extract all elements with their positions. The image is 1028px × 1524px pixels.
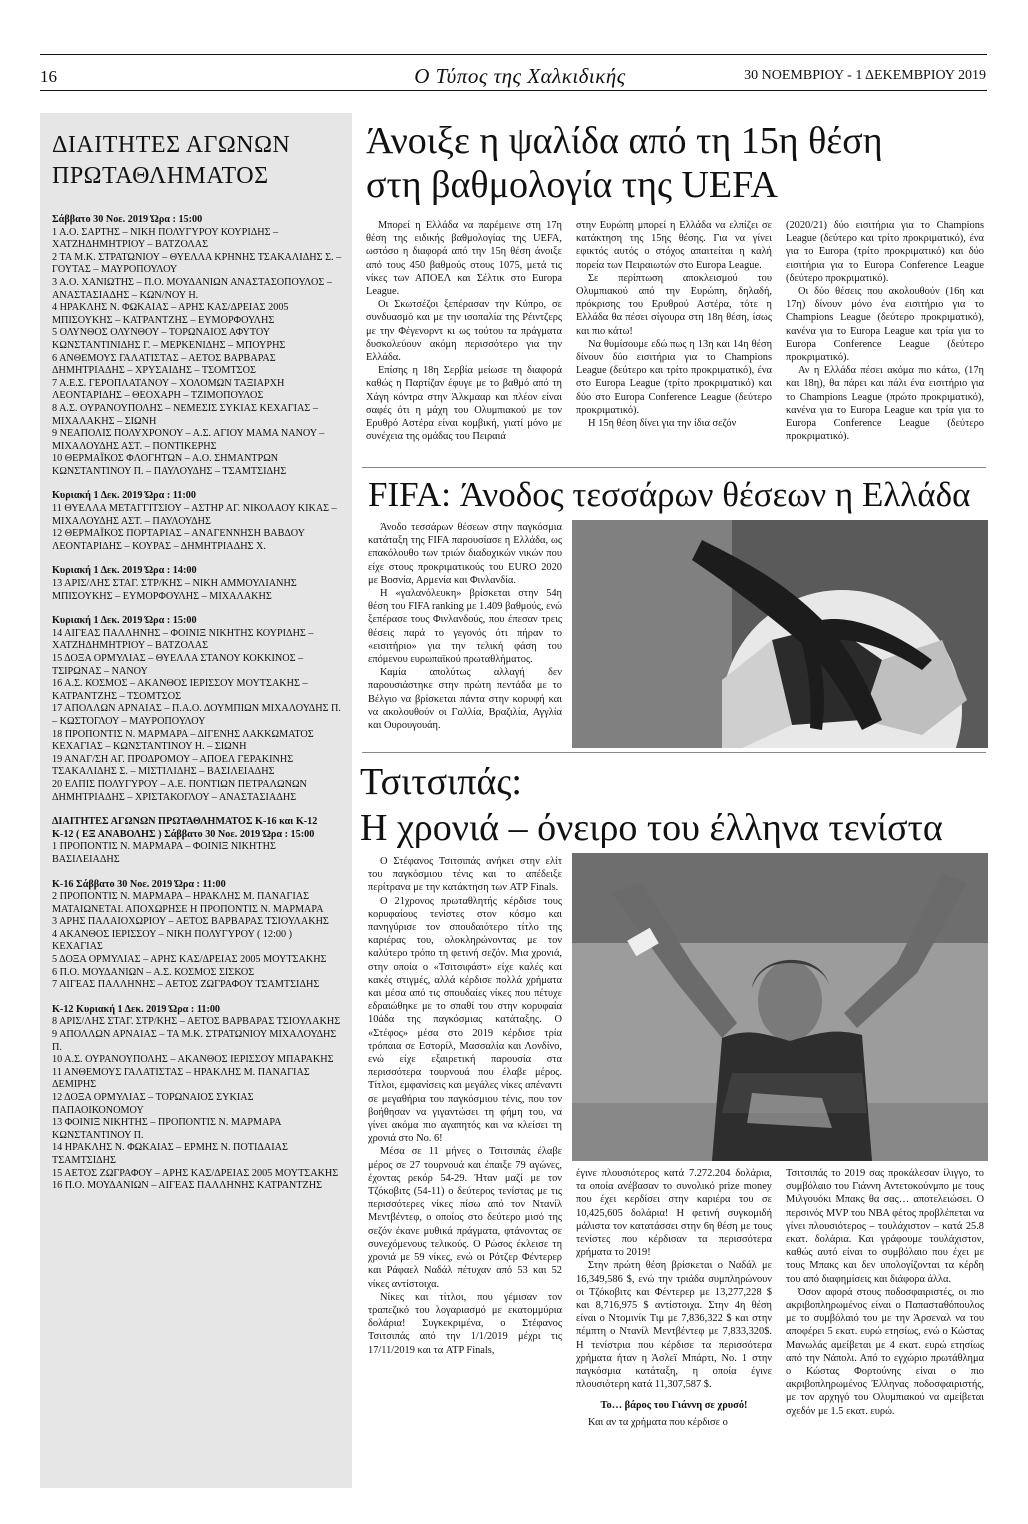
paragraph: Μέσα σε 11 μήνες ο Τσιτσιπάς έλαβε μέρος σε 27 τουρνουά και έπαιξε 79 αγώνες, έχοντας ρεκόρ 54-29. Ήταν μαζί με τον Τζόκοβιτς (54-11) ο δεύτερος τενίστας με τις περισσότερες νίκες πίσω από τον Ντανίλ Μεντβέντεφ, ο οποίος στο δεύτερο μισό της σεζόν έκανε μυθικά πράγματα, φτάνοντας σε συνεχόμενους τελικούς. Ο Ρώσος έκλεισε τη χρονιά με 59 νίκες, ενώ οι Ρότζερ Φέντερερ και Ράφαελ Ναδάλ πέτυχαν από 53 και 52 νίκες αντίστοιχα. [368,1146,562,1290]
paragraph: (2020/21) δύο εισιτήρια για το Champions League (δεύτερο και τρίτο προκριματικό), ένα για το Europa (τρίτο προκριματικό) και δύο εισιτήρια για το Europa Conference League (δεύτερο προκριματικό). [786,220,984,284]
uefa-column-2 [576,219,772,430]
referee-match-line: 2 ΤΑ Μ.Κ. ΣΤΡΑΤΩΝΙΟΥ – ΘΥΕΛΛΑ ΚΡΗΝΗΣ ΤΣΑΚΑΛΙΔΗΣ Σ. – ΓΟΥΤΑΣ – ΜΑΥΡΟΠΟΥΛΟΥ [52,251,342,276]
referee-match-line: 1 ΠΡΟΠΟΝΤΙΣ Ν. ΜΑΡΜΑΡΑ – ΦΟΙΝΙΞ ΝΙΚΗΤΗΣ ΒΑΣΙΛΕΙΑΔΗΣ [52,841,276,865]
referee-match-line: 9 ΝΕΑΠΟΛΙΣ ΠΟΛΥΧΡΟΝΟΥ – Α.Σ. ΑΓΙΟΥ ΜΑΜΑ ΝΑΝΟΥ – ΜΙΧΑΛΟΥΔΗΣ ΑΣΤ. – ΠΟΝΤΙΚΕΡΗΣ [52,428,325,452]
tennis-player-photo [572,853,988,1161]
referee-block-heading: Κ-12 Κυριακή 1 Δεκ. 2019 Ώρα : 11:00 [52,1003,221,1015]
referee-match-line: 6 ΑΝΘΕΜΟΥΣ ΓΑΛΑΤΙΣΤΑΣ – ΑΕΤΟΣ ΒΑΡΒΑΡΑΣ ΔΗΜΗΤΡΙΑΔΗΣ – ΧΡΥΣΑΙΔΗΣ – ΤΣΟΜΤΣΟΣ [52,352,276,377]
paragraph: έγινε πλουσιότερος κατά 7.272.204 δολάρια, τα οποία ανέβασαν το συνολικό prize money που έχει κερδίσει στην καριέρα του σε 10,425,605 δολάρια! Η φετινή συγκομιδή μάλιστα τον κατατάσσει στην 6η θέση με τους τενίστες που κέρδισαν τα περισσότερα χρήματα το 2019! [576,1168,772,1259]
tsitsipas-column-1 [368,855,562,1357]
referee-match-line: 16 Α.Σ. ΚΟΣΜΟΣ – ΑΚΑΝΘΟΣ ΙΕΡΙΣΣΟΥ ΜΟΥΤΣΑΚΗΣ – ΚΑΤΡΑΝΤΖΗΣ – ΤΣΟΜΤΣΟΣ [52,678,308,702]
paragraph: Νίκες και τίτλοι, που γέμισαν τον τραπεζικό του λογαριασμό με εκατομμύρια δολάρια! Συγκεκριμένα, ο Στέφανος Τσιτσιπάς από την 1/1/2019 μέχρι τις 17/11/2019 και τα ATP Finals, [368,1291,562,1356]
referee-match-line: 5 ΟΛΥΝΘΟΣ ΟΛΥΝΘΟΥ – ΤΟΡΩΝΑΙΟΣ ΑΦΥΤΟΥ ΚΩΝΣΤΑΝΤΙΝΙΔΗΣ Γ. – ΜΕΡΚΕΝΙΔΗΣ – ΜΠΟΥΡΗΣ [52,327,286,351]
football-photo [572,520,988,748]
referee-match-line: 19 ΑΝΑΓ/ΣΗ ΑΓ. ΠΡΟΔΡΟΜΟΥ – ΑΠΟΕΛ ΓΕΡΑΚΙΝΗΣ ΤΣΑΚΑΛΙΔΗΣ Σ. – ΜΙΣΤΙΛΙΔΗΣ – ΒΑΣΙΛΕΙΑΔΗΣ [52,753,294,778]
referee-match-line: 8 ΑΡΙΣ/ΛΗΣ ΣΤΑΓ. ΣΤΡ/ΚΗΣ – ΑΕΤΟΣ ΒΑΡΒΑΡΑΣ ΤΣΙΟΥΛΑΚΗΣ [52,1016,341,1028]
referee-match-line: 10 ΘΕΡΜΑΪΚΟΣ ΦΛΟΓΗΤΩΝ – Α.Ο. ΣΗΜΑΝΤΡΩΝ ΚΩΝΣΤΑΝΤΙΝΟΥ Π. – ΠΑΥΛΟΥΔΗΣ – ΤΣΑΜΤΣΙΔΗΣ [52,453,287,477]
referee-match-line: 3 ΑΡΗΣ ΠΑΛΑΙΟΧΩΡΙΟΥ – ΑΕΤΟΣ ΒΑΡΒΑΡΑΣ ΤΣΙΟΥΛΑΚΗΣ [52,916,329,928]
paragraph: Οι δύο θέσεις που ακολουθούν (16η και 17η) δίνουν μόνο ένα εισιτήριο για το Champions League (δεύτερο προκριματικό), κανένα για το Europa League και τρία για το Europa Conference League (δεύτερο προκριματικό). [786,286,984,364]
page-number: 16 [40,67,57,86]
referee-match-line: 4 ΑΚΑΝΘΟΣ ΙΕΡΙΣΣΟΥ – ΝΙΚΗ ΠΟΛΥΓΥΡΟΥ ( 12:00 ) ΚΕΧΑΓΙΑΣ [52,928,293,953]
referee-match-line: 14 ΑΙΓΕΑΣ ΠΑΛΛΗΝΗΣ – ΦΟΙΝΙΞ ΝΙΚΗΤΗΣ ΚΟΥΡΙΔΗΣ – ΧΑΤΖΗΔΗΜΗΤΡΙΟΥ – ΒΑΤΖΟΛΑΣ [52,627,314,652]
paragraph: Αν η Ελλάδα πέσει ακόμα πιο κάτω, (17η και 18η), θα πάρει και πάλι ένα εισιτήριο για το Champions League (πρώτο προκριματικό), κανένα για το Europa League και τρία για το Europa Conference League (δεύτερο προκριματικό). [786,365,984,443]
referee-match-line: 8 Α.Σ. ΟΥΡΑΝΟΥΠΟΛΗΣ – ΝΕΜΕΣΙΣ ΣΥΚΙΑΣ ΚΕΧΑΓΙΑΣ – ΜΙΧΑΛΑΚΗΣ – ΣΙΩΝΗ [52,402,318,427]
referee-match-line: 12 ΔΟΞΑ ΟΡΜΥΛΙΑΣ – ΤΟΡΩΝΑΙΟΣ ΣΥΚΙΑΣ ΠΑΠΑΟΙΚΟΝΟΜΟΥ [52,1092,254,1116]
section-divider-2 [362,752,986,753]
referee-block-heading: Κυριακή 1 Δεκ. 2019 Ώρα : 15:00 [52,615,197,627]
issue-date: 30 ΝΟΕΜΒΡΙΟΥ - 1 ΔΕΚΕΜΒΡΙΟΥ 2019 [744,68,986,83]
uefa-article [360,120,988,206]
tsitsipas-title-line1: Τσιτσιπάς: [360,761,522,803]
tsitsipas-column-2 [576,1167,772,1429]
referee-block-heading: Κ-16 Σάββατο 30 Νοε. 2019 Ώρα : 11:00 [52,878,226,890]
referee-match-line: 13 ΑΡΙΣ/ΛΗΣ ΣΤΑΓ. ΣΤΡ/ΚΗΣ – ΝΙΚΗ ΑΜΜΟΥΛΙΑΝΗΣ ΜΠΙΣΟΥΚΗΣ – ΕΥΜΟΡΦΟΥΛΗΣ – ΜΙΧΑΛΑΚΗΣ [52,578,297,602]
paragraph: Στην πρώτη θέση βρίσκεται ο Ναδάλ με 16,349,586 $, ενώ την τριάδα συμπληρώνουν οι Τζόκοβιτς και Φέντερερ με 13,277,228 $ και 8,716,975 $ αντίστοιχα. Στην 4η θέση είναι ο Ντομινίκ Τιμ με 7,836,322 $ και στην πέμπτη ο Ντανίλ Μεντβέντεφ με 7,833,320$. Η τενίστρια που κέρδισε τα περισσότερα χρήματα ήταν η Άσλεϊ Μπάρτι, Νο. 1 στην παγκόσμια κατάταξη, η οποία έγινε πλουσιότερη κατά 11,307,587 $. [576,1260,772,1391]
referee-match-line: 17 ΑΠΟΛΛΩΝ ΑΡΝΑΙΑΣ – Π.Α.Ο. ΔΟΥΜΠΙΩΝ ΜΙΧΑΛΟΥΔΗΣ Π. – ΚΩΣΤΟΓΛΟΥ – ΜΑΥΡΟΠΟΥΛΟΥ [52,703,341,727]
paragraph: Ο Στέφανος Τσιτσιπάς ανήκει στην ελίτ του παγκόσμιου τένις και το απέδειξε περίτρανα με την κατάκτηση των ATP Finals. [368,856,562,894]
subheading: Το… βάρος του Γιάννη σε χρυσό! [600,1400,748,1412]
referee-match-line: 15 ΔΟΞΑ ΟΡΜΥΛΙΑΣ – ΘΥΕΛΛΑ ΣΤΑΝΟΥ ΚΟΚΚΙΝΟΣ – ΤΣΙΡΩΝΑΣ – ΝΑΝΟΥ [52,653,304,677]
paragraph: στην Ευρώπη μπορεί η Ελλάδα να ελπίζει σε κατάκτηση της 15ης θέσης. Για να γίνει εφικτός αυτός ο στόχος απαιτείται η καλή πορεία των Πειραιωτών στο Europa League. [576,220,772,271]
tennis-player-illustration [572,853,988,1161]
referee-match-line: 7 ΑΙΓΕΑΣ ΠΑΛΛΗΝΗΣ – ΑΕΤΟΣ ΖΩΓΡΑΦΟΥ ΤΣΑΜΤΣΙΔΗΣ [52,979,320,991]
uefa-title-line2: στη βαθμολογία της UEFA [366,164,778,206]
referees-list [52,214,342,1193]
paragraph: Και αν τα χρήματα που κέρδισε ο [588,1416,728,1428]
referee-match-line: 6 Π.Ο. ΜΟΥΔΑΝΙΩΝ – Α.Σ. ΚΟΣΜΟΣ ΣΙΣΚΟΣ [52,966,255,978]
referee-match-line: 5 ΔΟΞΑ ΟΡΜΥΛΙΑΣ – ΑΡΗΣ ΚΑΣ/ΔΡΕΙΑΣ 2005 ΜΟΥΤΣΑΚΗΣ [52,954,327,966]
paragraph: Επίσης η 18η Σερβία μείωσε τη διαφορά καθώς η Παρτίζαν έφυγε με το βαθμό από τη Χάγη κόντρα στην Άλκμααρ και πλέον είναι σαφές ότι η μάχη του Ολυμπιακού με τον Ερυθρό Αστέρα είναι κομβική, γιατί μόνο με συνέχεια της ομάδας του Πειραιά [366,365,562,443]
referee-match-line: 13 ΦΟΙΝΙΞ ΝΙΚΗΤΗΣ – ΠΡΟΠΟΝΤΙΣ Ν. ΜΑΡΜΑΡΑ ΚΩΝΣΤΑΝΤΙΝΟΥ Π. [52,1117,281,1141]
uefa-column-3 [786,219,984,443]
referee-match-line: 1 Α.Ο. ΣΑΡΤΗΣ – ΝΙΚΗ ΠΟΛΥΓΥΡΟΥ ΚΟΥΡΙΔΗΣ – ΧΑΤΖΗΔΗΜΗΤΡΙΟΥ – ΒΑΤΖΟΛΑΣ [52,226,279,251]
referee-match-line: 12 ΘΕΡΜΑΪΚΟΣ ΠΟΡΤΑΡΙΑΣ – ΑΝΑΓΕΝΝΗΣΗ ΒΑΒΔΟΥ ΛΕΟΝΤΑΡΙΔΗΣ – ΚΟΥΡΑΣ – ΔΗΜΗΤΡΙΑΔΗΣ Χ. [52,528,305,552]
paragraph: Άνοδο τεσσάρων θέσεων στην παγκόσμια κατάταξη της FIFA παρουσίασε η Ελλάδα, ως επακόλουθο των τριών διαδοχικών νικών που είχε στους προκριματικούς του EURO 2020 με Βοσνία, Αρμενία και Φινλανδία. [368,522,562,586]
paragraph: Οι Σκωτσέζοι ξεπέρασαν την Κύπρο, σε συνδυασμό και με την ισοπαλία της Ρέιντζερς με την Φέγενορντ κι ως τούτου τα πράγματα δυσκολεύουν ακόμη περισσότερο για την Ελλάδα. [366,299,562,364]
referee-match-line: 4 ΗΡΑΚΛΗΣ Ν. ΦΩΚΑΙΑΣ – ΑΡΗΣ ΚΑΣ/ΔΡΕΙΑΣ 2005 ΜΠΙΣΟΥΚΗΣ – ΚΑΤΡΑΝΤΖΗΣ – ΕΥΜΟΡΦΟΥΛΗΣ [52,302,289,326]
referee-block-heading: Σάββατο 30 Νοε. 2019 Ώρα : 15:00 [52,214,203,225]
referee-match-line: 11 ΑΝΘΕΜΟΥΣ ΓΑΛΑΤΙΣΤΑΣ – ΗΡΑΚΛΗΣ Μ. ΠΑΝΑΓΙΑΣ ΔΕΜΙΡΗΣ [52,1066,310,1091]
football-illustration [572,520,988,748]
paragraph: Ο 21χρονος πρωταθλητής κέρδισε τους κορυφαίους τενίστες στον κόσμο και πανηγύρισε τον σπουδαιότερο τίτλο της καριέρας του, ολοκληρώνοντας με τον καλύτερο τρόπο τη φετινή σεζόν. Μια χρονιά, στην οποία ο «Τσιτσιφάστ» είχε καλές και κακές στιγμές, αλλά κέρδισε πολλά χρήματα και μέσα από τις σπουδαίες νίκες που πέτυχε εδραιώθηκε με το σπαθί του στην κορυφαία 10άδα της παγκόσμιας κατάταξης. Ο «Στέφος» μέσα στο 2019 κέρδισε τρία τρόπαια σε Εστορίλ, Μασσαλία και Λονδίνο, ενώ είχε εξαιρετική παρουσία στα περισσότερα τουρνουά που έλαβε μέρος. Τίτλοι, εμφανίσεις και μεγάλες νίκες απέναντι σε μεγαθήρια του παγκόσμιου τένις, που τον βοήθησαν να γιγαντώσει τη φήμη του, να γίνει ακόμα πιο αγαπητός και να κλείσει τη χρονιά στο Νο. 6! [368,895,562,1145]
masthead: Ο Τύπος της Χαλκιδικής [414,64,626,88]
fifa-title: FIFA: Άνοδος τεσσάρων θέσεων η Ελλάδα [368,475,971,514]
tsitsipas-title-line2: Η χρονιά – όνειρο του έλληνα τενίστα [360,807,943,849]
referee-match-line: 20 ΕΛΠΙΣ ΠΟΛΥΓΥΡΟΥ – Α.Ε. ΠΟΝΤΙΩΝ ΠΕΤΡΑΛΩΝΩΝ ΔΗΜΗΤΡΙΑΔΗΣ – ΧΡΙΣΤΑΚΟΓΛΟΥ – ΑΝΑΣΤΑΣΙΑΔΗΣ [52,778,307,803]
referee-match-line: 10 Α.Σ. ΟΥΡΑΝΟΥΠΟΛΗΣ – ΑΚΑΝΘΟΣ ΙΕΡΙΣΣΟΥ ΜΠΑΡΑΚΗΣ [52,1054,334,1066]
paragraph: Καμία απολύτως αλλαγή δεν παρουσιάστηκε στην πρώτη πεντάδα με το Βέλγιο να βρίσκεται πάντα στην κορυφή και να ακολουθούν οι Γαλλία, Βραζιλία, Αγγλία και Ουρουγουάη. [368,667,562,732]
section-divider [362,467,986,468]
fifa-body [368,521,562,732]
paragraph: Η 15η θέση δίνει για την ίδια σεζόν [588,418,737,430]
tsitsipas-column-3 [786,1167,984,1418]
referee-block-heading: Κ-12 ( ΕΞ ΑΝΑΒΟΛΗΣ ) Σάββατο 30 Νοε. 2019 Ώρα : 15:00 [52,828,315,840]
referee-match-line: 3 Α.Ο. ΧΑΝΙΩΤΗΣ – Π.Ο. ΜΟΥΔΑΝΙΩΝ ΑΝΑΣΤΑΣΟΠΟΥΛΟΣ – ΑΝΑΣΤΑΣΙΑΔΗΣ – ΚΩΝ/ΝΟΥ Η. [52,276,332,301]
referee-match-line: 9 ΑΠΟΛΛΩΝ ΑΡΝΑΙΑΣ – ΤΑ Μ.Κ. ΣΤΡΑΤΩΝΙΟΥ ΜΙΧΑΛΟΥΔΗΣ Π. [52,1029,337,1053]
referee-match-line: 18 ΠΡΟΠΟΝΤΙΣ Ν. ΜΑΡΜΑΡΑ – ΔΙΓΕΝΗΣ ΛΑΚΚΩΜΑΤΟΣ ΚΕΧΑΓΙΑΣ – ΚΩΝΣΤΑΝΤΙΝΟΥ Η. – ΣΙΩΝΗ [52,728,314,753]
page-header [0,0,1028,100]
referee-match-line: 14 ΗΡΑΚΛΗΣ Ν. ΦΩΚΑΙΑΣ – ΕΡΜΗΣ Ν. ΠΟΤΙΔΑΙΑΣ ΤΣΑΜΤΣΙΔΗΣ [52,1142,288,1166]
paragraph: Σε περίπτωση αποκλεισμού του Ολυμπιακού από την Ευρώπη, δηλαδή, πρόκρισης του Ερυθρού Αστέρα, τότε η Ελλάδα θα πέσει σίγουρα στη 18η θέση, ίσως και πιο κάτω! [576,272,772,337]
referee-match-line: 15 ΑΕΤΟΣ ΖΩΓΡΑΦΟΥ – ΑΡΗΣ ΚΑΣ/ΔΡΕΙΑΣ 2005 ΜΟΥΤΣΑΚΗΣ [52,1167,339,1179]
referee-match-line: 7 Α.Ε.Σ. ΓΕΡΟΠΛΑΤΑΝΟΥ – ΧΟΛΟΜΩΝ ΤΑΞΙΑΡΧΗ ΛΕΟΝΤΑΡΙΔΗΣ – ΘΕΟΧΑΡΗ – ΤΖΙΜΟΠΟΥΛΟΣ [52,377,285,402]
referee-block-heading: Κυριακή 1 Δεκ. 2019 Ώρα : 11:00 [52,490,196,502]
paragraph: Η «γαλανόλευκη» βρίσκεται στην 54η θέση του FIFA ranking με 1.409 βαθμούς, ενώ ξεπέρασε τους Φινλανδούς, που έπεσαν τρεις θέσεις παρά το γεγονός ότι πήραν το «εισιτήριο» για την τελική φάση του επόμενου ευρωπαϊκού πρωταθλήματος. [368,588,562,666]
header-bottom-rule [40,90,987,91]
paragraph: Μπορεί η Ελλάδα να παρέμεινε στη 17η θέση της ειδικής βαθμολογίας της UEFA, ωστόσο η διαφορά από την 15η θέση άνοιξε από τους 450 βαθμούς στους 1075, μετά τις νίκες των ΑΠΟΕΛ και Σέλτικ στο Europa League. [366,220,562,298]
paragraph: Τσιτσιπάς το 2019 σας προκάλεσαν ίλιγγο, το συμβόλαιο του Γιάννη Αντετοκούνμπο με τους Μιλγουόκι Μπακς θα σας… αποτελειώσει. Ο περσινός MVP του NBA φέτος προβλέπεται να γίνει πλουσιότερος – τουλάχιστον – κατά 25.8 εκατ. δολάρια. Και γράφουμε τουλάχιστον, καθώς αυτό είναι το συμβόλαιο που έχει με τους Μπακς και δεν υπολογίζονται τα κέρδη του από διαφημίσεις και διάφορα άλλα. [786,1168,984,1285]
referee-match-line: 11 ΘΥΕΛΛΑ ΜΕΤΑΓΓΙΤΣΙΟΥ – ΑΣΤΗΡ ΑΓ. ΝΙΚΟΛΑΟΥ ΚΙΚΑΣ – ΜΙΧΑΛΟΥΔΗΣ ΑΣΤ. – ΠΑΥΛΟΥΔΗΣ [52,503,337,527]
paragraph: Όσον αφορά στους ποδοσφαιριστές, οι πιο ακριβοπληρωμένος είναι ο Παπασταθόπουλος με το συμβόλαιό του με την Άρσεναλ να του αποφέρει 5 εκατ. ευρώ ετησίως, ενώ ο Κώστας Μανωλάς αμείβεται με 4 εκατ. ευρώ ετησίως από την Νάπολι. Από το εγχώριο πρωτάθλημα ο Κώστας Φορτούνης είναι ο πιο ακριβοπληρωμένος Έλληνας ποδοσφαιριστής, με τον αρχηγό του Ολυμπιακού να αμείβεται σχεδόν με 1.5 εκατ. ευρώ. [786,1286,984,1417]
uefa-column-1 [366,219,562,443]
referee-block-heading: ΔΙΑΙΤΗΤΕΣ ΑΓΩΝΩΝ ΠΡΩΤΑΘΛΗΜΑΤΟΣ Κ-16 και Κ-12 [52,816,318,828]
referee-match-line: 2 ΠΡΟΠΟΝΤΙΣ Ν. ΜΑΡΜΑΡΑ – ΗΡΑΚΛΗΣ Μ. ΠΑΝΑΓΙΑΣ ΜΑΤΑΙΩΝΕΤΑΙ. ΑΠΟΧΩΡΗΣΕ Η ΠΡΟΠΟΝΤΙΣ Ν. ΜΑΡΜΑΡΑ [52,891,324,915]
referee-match-line: 16 Π.Ο. ΜΟΥΔΑΝΙΩΝ – ΑΙΓΕΑΣ ΠΑΛΛΗΝΗΣ ΚΑΤΡΑΝΤΖΗΣ [52,1180,323,1192]
uefa-title-line1: Άνοιξε η ψαλίδα από τη 15η θέση [366,120,883,162]
referees-title: ΔΙΑΙΤΗΤΕΣ ΑΓΩΝΩΝ ΠΡΩΤΑΘΛΗΜΑΤΟΣ [52,132,291,189]
header-top-rule [40,54,987,55]
referee-block-heading: Κυριακή 1 Δεκ. 2019 Ώρα : 14:00 [52,565,197,577]
paragraph: Να θυμίσουμε εδώ πως η 13η και 14η θέση δίνουν δύο εισιτήρια για το Champions League (δεύτερο και τρίτο προκριματικό), ένα στο Europa League (τρίτο προκριματικό) και δύο στο Europa Conference League (δεύτερο προκριματικό). [576,338,772,416]
